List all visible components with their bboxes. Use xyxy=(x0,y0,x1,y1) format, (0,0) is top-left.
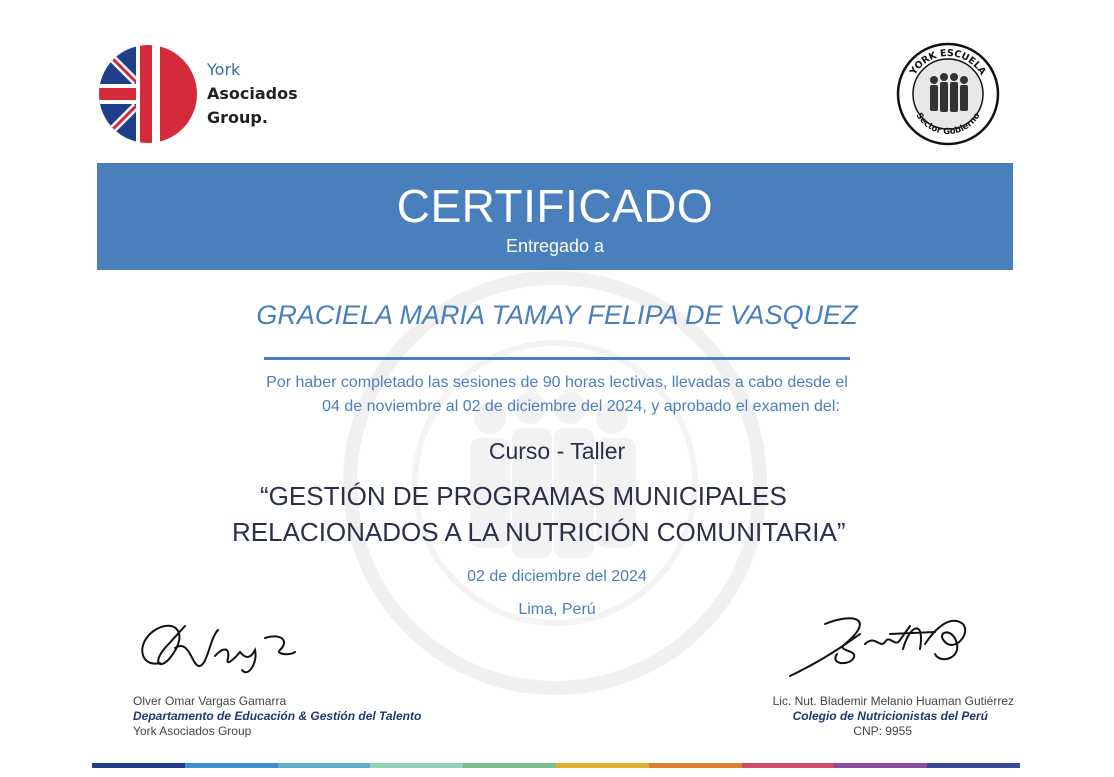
bottom-bar-segment xyxy=(742,763,835,768)
course-title-line-2: RELACIONADOS A LA NUTRICIÓN COMUNITARIA” xyxy=(232,517,846,547)
york-flag-logo xyxy=(98,44,198,144)
signer-right-org: CNP: 9955 xyxy=(853,724,912,738)
york-escuela-seal xyxy=(896,42,1000,146)
bottom-bar-segment xyxy=(556,763,649,768)
signer-left-role: Departamento de Educación & Gestión del Talento xyxy=(133,709,422,723)
signature-right xyxy=(785,604,975,686)
bottom-bar-segment xyxy=(463,763,556,768)
certificate-subtitle: Entregado a xyxy=(505,236,605,256)
signer-right-role: Colegio de Nutricionistas del Perú xyxy=(792,709,988,723)
description-line-2: 04 de noviembre al 02 de diciembre del 2024, y aprobado el examen del: xyxy=(322,398,840,415)
logo-line-1: York xyxy=(207,60,241,79)
issue-place: Lima, Perú xyxy=(518,601,596,618)
bottom-bar-segment xyxy=(927,763,1020,768)
bottom-color-bar xyxy=(92,763,1020,768)
bottom-bar-segment xyxy=(185,763,278,768)
certificate-title: CERTIFICADO xyxy=(396,180,714,232)
signer-left-name: Olver Omar Vargas Gamarra xyxy=(133,694,287,708)
logo-wordmark xyxy=(207,58,298,130)
bottom-bar-segment xyxy=(278,763,371,768)
signer-right-block xyxy=(614,694,1014,739)
issue-date: 02 de diciembre del 2024 xyxy=(467,568,647,585)
bottom-bar-segment xyxy=(92,763,185,768)
course-title-line-1: “GESTIÓN DE PROGRAMAS MUNICIPALES xyxy=(260,481,787,511)
recipient-name: GRACIELA MARIA TAMAY FELIPA DE VASQUEZ xyxy=(256,300,858,330)
signer-left-block xyxy=(133,694,533,739)
logo-line-2: Asociados xyxy=(207,84,298,103)
description-line-1: Por haber completado las sesiones de 90 horas lectivas, llevadas a cabo desde el xyxy=(266,374,848,391)
bottom-bar-segment xyxy=(649,763,742,768)
signature-left xyxy=(130,608,310,688)
certificate-banner xyxy=(97,163,1013,270)
logo-line-3: Group. xyxy=(207,108,268,127)
bottom-bar-segment xyxy=(834,763,927,768)
bottom-bar-segment xyxy=(370,763,463,768)
recipient-underline xyxy=(264,357,850,360)
signer-right-name: Lic. Nut. Blademir Melanio Huaman Gutiérrez xyxy=(772,694,1014,708)
seal-top-text: YORK ESCUELA xyxy=(908,47,988,78)
course-type: Curso - Taller xyxy=(488,438,626,464)
seal-bottom-text: Sector Gobierno xyxy=(913,111,983,138)
signer-left-org: York Asociados Group xyxy=(133,724,252,738)
